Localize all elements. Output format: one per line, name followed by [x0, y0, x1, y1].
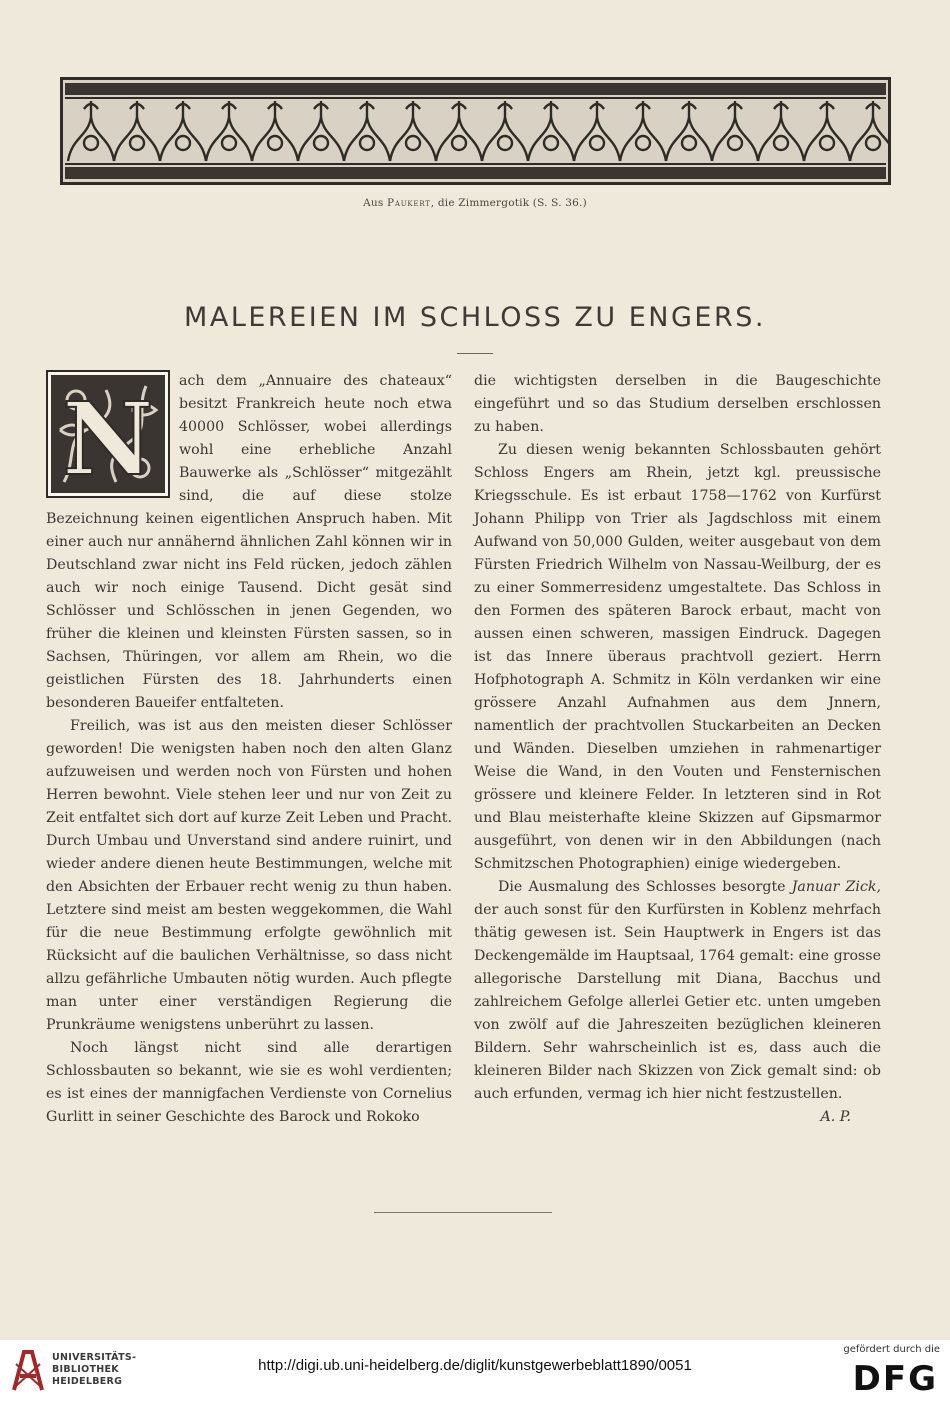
paragraph-2: Freilich, was ist aus den meisten dieser Schlösser geworden! Die wenigsten haben noch den alten Glanz aufzuweisen und werden noch von Fürsten und hohen Herren bewohnt. Viele stehen leer und nur von Zeit zu Zeit entfaltet sich dort auf kurze Zeit Leben und Pracht. Durch Umbau und Unverstand sind andere ruinirt, und wieder andere dienen heute Bestimmungen, welche mit den Absichten der Erbauer recht wenig zu thun haben. Letztere sind meist am besten weggekommen, die Wahl für die neue Bestimmung erfolgte gewöhnlich mit Rücksicht auf die baulichen Verhältnisse, so dass nicht allzu gefährliche Umbauten nötig wurden. Auch pflegte man unter einer verständigen Regierung die Prunkräume wenigstens unberührt zu lassen. — [46, 718, 452, 1033]
gothic-ornament-frieze — [60, 77, 891, 185]
dropcap-letter: N — [62, 380, 154, 498]
footer-bar — [0, 1340, 950, 1403]
end-divider — [374, 1212, 552, 1213]
funding-note: gefördert durch die — [843, 1344, 940, 1355]
paragraph-zick — [474, 876, 882, 1125]
source-url[interactable]: http://digi.ub.uni-heidelberg.de/diglit/kunstgewerbeblatt1890/0051 — [258, 1357, 692, 1374]
institution-line-3: HEIDELBERG — [52, 1376, 123, 1387]
article-title: MALEREIEN IM SCHLOSS ZU ENGERS. — [184, 302, 766, 333]
p3-after: der auch sonst für den Kurfürsten in Koblenz mehrfach thätig gewesen ist. Sein Hauptwerk in Engers ist das Deckengemälde im Hauptsaal, 1764 gemalt: eine grosse allegorische Darstellung mit Diana, Bacchus und zahlreichem Gefolge allerlei Getier etc. unten umgeben von zwölf auf die Jahreszeiten bezüglichen kleineren Bildern. Sehr wahrscheinlich ist es, dass auch die kleineren Bilder nach Skizzen von Zick gemalt sind: ob auch erfunden, vermag ich hier nicht festzustellen. — [474, 902, 881, 1102]
paragraph-3: Noch längst nicht sind alle derartigen Schlossbauten so bekannt, wie sie es wohl verdienten; es ist eines der mannigfachen Verdienste von Cornelius Gurlitt in seiner Geschichte des Barock und Rokoko — [46, 1040, 452, 1125]
author-signature: A. P. — [820, 1109, 851, 1125]
institution-line-1: UNIVERSITÄTS- — [52, 1352, 137, 1363]
paragraph-engers: Zu diesen wenig bekannten Schlossbauten gehört Schloss Engers am Rhein, jetzt kgl. preussische Kriegsschule. Es ist erbaut 1758—1762 von Kurfürst Johann Philipp von Trier als Jagdschloss mit einem Aufwand von 50,000 Gulden, weiter ausgebaut von dem Fürsten Friedrich Wilhelm von Nassau-Weilburg, der es zu einer Sommerresidenz umgestaltete. Das Schloss in den Formen des späteren Barock erbaut, macht von aussen einen schweren, massigen Eindruck. Dagegen ist das Innere überaus prachtvoll geziert. Herrn Hofphotograph A. Schmitz in Köln verdanken wir eine grössere Anzahl Aufnahmen aus dem Jnnern, namentlich der prachtvollen Stuckarbeiten an Decken und Wänden. Dieselben umziehen in rahmenartiger Weise die Wand, in den Vouten und Fensternischen grössere und kleinere Felder. In letzteren sind in Rot und Blau meisterhafte kleine Skizzen auf Gipsmarmor ausgeführt, von denen wir in den Abbildungen (nach Schmitzschen Photographien) einige wiedergeben. — [474, 442, 881, 872]
left-column — [46, 370, 452, 1129]
institution-line-2: BIBLIOTHEK — [52, 1364, 119, 1375]
paragraph-1: ach dem „Annuaire des chateaux“ besitzt Frankreich heute noch etwa 40000 Schlösser, wobei allerdings wohl eine erhebliche Anzahl Bauwerke als „Schlösser“ mitgezählt sind, die auf diese stolze Bezeichnung keinen eigentlichen Anspruch haben. Mit einer auch nur annähernd ähnlichen Zahl können wir in Deutschland zwar nicht ins Feld rücken, jedoch zählen auch wir noch einige Tausend. Dicht gesät sind Schlösser und Schlösschen in jenen Gegenden, wo früher die kleinen und kleinsten Fürsten sassen, so in Sachsen, Thüringen, vor allem am Rhein, wo die geistlichen Fürsten des 18. Jahrhunderts einen besonderen Baueifer entfalteten. — [46, 373, 452, 711]
p3-before: Die Ausmalung des Schlosses besorgte — [498, 879, 792, 895]
dfg-logo: DFG — [852, 1359, 938, 1399]
title-divider — [457, 353, 493, 354]
dropcap-initial — [46, 370, 170, 498]
paragraph-continuation: die wichtigsten derselben in die Baugeschichte eingeführt und so das Studium derselben erschlossen zu haben. — [474, 373, 881, 435]
painter-name: Januar Zick, — [791, 879, 882, 895]
caption-rest: , die Zimmergotik (S. S. 36.) — [430, 197, 587, 209]
caption-author: Paukert — [386, 197, 431, 209]
right-column — [474, 370, 881, 1129]
caption-prefix: Aus — [363, 197, 387, 209]
figure-caption — [0, 197, 950, 209]
